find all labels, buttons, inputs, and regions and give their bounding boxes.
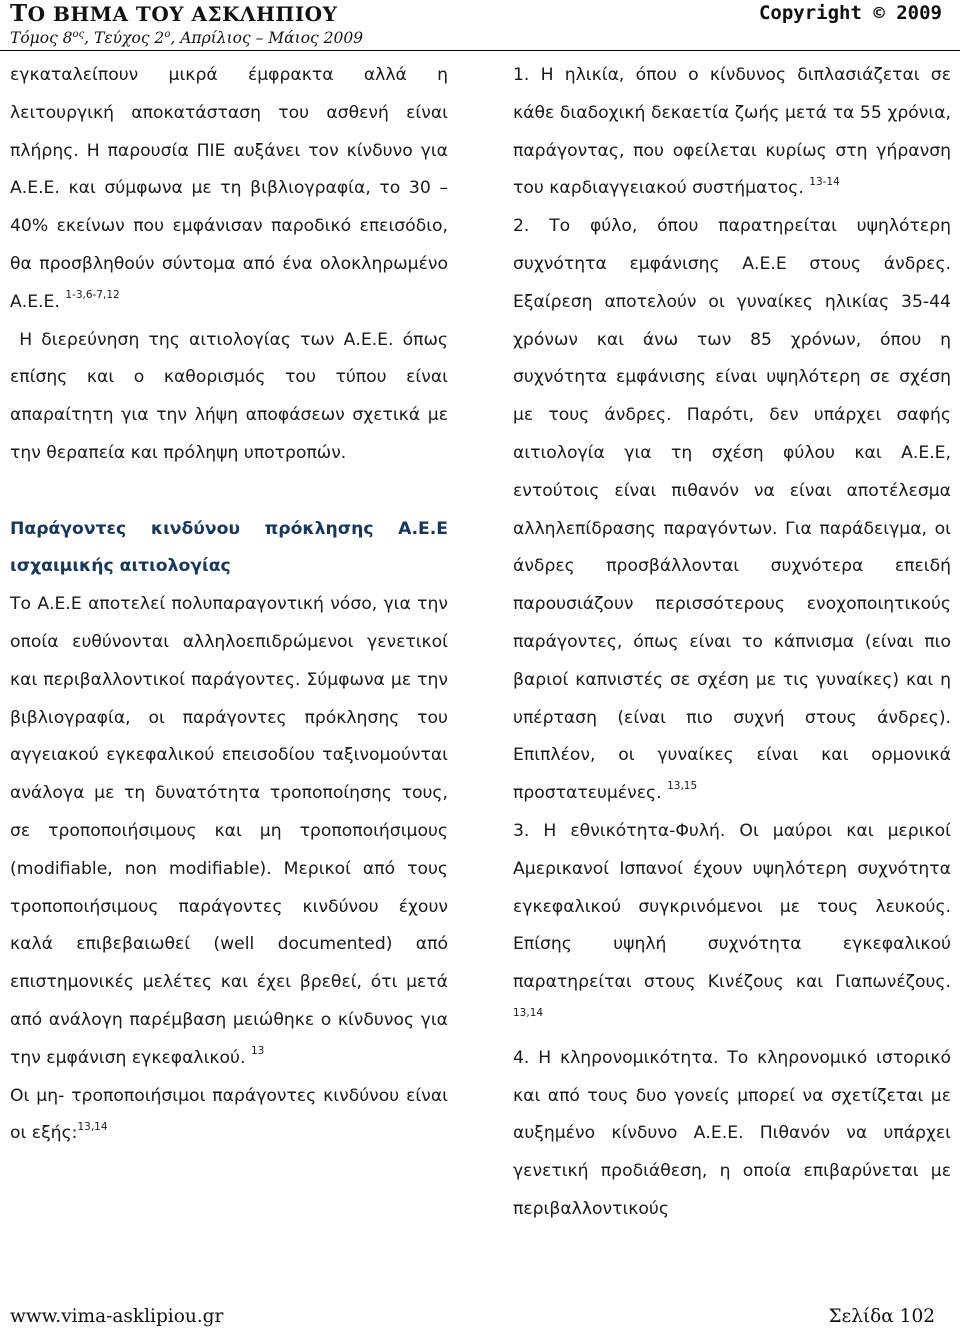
citation: 13-14	[809, 175, 840, 188]
citation: 13,14	[77, 1120, 108, 1133]
issue-info: Τόμος $8^{o\varsigma}$, Τεύχος $2^o$, Απρίλιος – Μάιος 2009	[10, 29, 364, 48]
paragraph: Οι μη- τροποποιήσιμοι παράγοντες κινδύνου είναι οι εξής:$^{13,14}$	[10, 1085, 448, 1144]
left-column	[10, 57, 448, 1153]
list-item: 4. Η κληρονομικότητα. Το κληρονομικό ιστορικό και από τους δυο γονείς μπορεί να σχετίζεται με αυξημένο κίνδυνο Α.Ε.Ε. Πιθανόν να υπάρχει γενετική προδιάθεση, η οποία επιβαρύνεται με περιβαλλοντικούς	[513, 1047, 951, 1219]
citation: 1-3,6-7,12	[65, 289, 120, 302]
right-column	[513, 57, 951, 1229]
citation: 13	[250, 1044, 265, 1057]
citation: 13,14	[513, 1007, 544, 1020]
paragraph: Η διερεύνηση της αιτιολογίας των Α.Ε.Ε. όπως επίσης και ο καθορισμός του τύπου είναι απαραίτητη για την λήψη αποφάσεων σχετικά με την θεραπεία και πρόληψη υποτροπών.	[10, 329, 448, 463]
citation: 13,15	[667, 780, 698, 793]
paragraph: Το Α.Ε.Ε αποτελεί πολυπαραγοντική νόσο, για την οποία ευθύνονται αλληλοεπιδρώμενοι γενετικοί και περιβαλλοντικοί παράγοντες. Σύμφωνα με την βιβλιογραφία, οι παράγοντες πρόκλησης του αγγειακού εγκεφαλικού επεισοδίου ταξινομούνται ανάλογα με τη δυνατότητα τροποποίησης τους, σε τροποποιήσιμους και μη τροποποιήσιμους (modifiable, non modifiable). Μερικοί από τους τροποποιήσιμους παράγοντες κινδύνου έχουν καλά επιβεβαιωθεί (well documented) από επιστημονικές μελέτες και έχει βρεθεί, ότι μετά από ανάλογη παρέμβαση μειώθηκε ο κίνδυνος για την εμφάνιση εγκεφαλικού. $^{13}$	[10, 594, 448, 1068]
page-header	[0, 0, 960, 51]
list-item: 3. Η εθνικότητα-Φυλή. Οι μαύροι και μερικοί Αμερικανοί Ισπανοί έχουν υψηλότερη συχνότητα εγκεφαλικού συγκρινόμενοι με τους λευκούς. Επίσης υψηλή συχνότητα εγκεφαλικού παρατηρείται στους Κινέζους και Γιαπωνέζους. $^{13,14}$	[513, 820, 951, 1020]
list-item: 2. Το φύλο, όπου παρατηρείται υψηλότερη συχνότητα εμφάνισης Α.Ε.Ε στους άνδρες. Εξαίρεση αποτελούν οι γυναίκες ηλικίας 35-44 χρόνων και άνω των 85 χρόνων, όπου η συχνότητα εμφάνισης είναι υψηλότερη σε σχέση με τους άνδρες. Παρότι, δεν υπάρχει σαφής αιτιολογία για τη σχέση φύλου και Α.Ε.Ε, εντούτοις είναι πιθανόν να είναι αποτέλεσμα αλληλεπίδρασης παραγόντων. Για παράδειγμα, οι άνδρες προσβάλλονται συχνότερα επειδή παρουσιάζουν περισσότερους ενοχοποιητικούς παράγοντες, όπως είναι το κάπνισμα (είναι πιο βαριοί καπνιστές σε σχέση με τις γυναίκες) και η υπέρταση (είναι πιο συχνή στους άνδρες). Επιπλέον, οι γυναίκες είναι και ορμονικά προστατευμένες. $^{13,15}$	[513, 216, 951, 804]
section-heading: Παράγοντες κινδύνου πρόκλησης Α.Ε.Ε ισχαιμικής αιτιολογίας	[10, 518, 448, 577]
paragraph: εγκαταλείπουν μικρά έμφρακτα αλλά η λειτουργική αποκατάσταση του ασθενή είναι πλήρης. Η παρουσία ΠΙΕ αυξάνει τον κίνδυνο για Α.Ε.Ε. και σύμφωνα με τη βιβλιογραφία, το 30 – 40% εκείνων που εμφάνισαν παροδικό επεισόδιο, θα προσβληθούν σύντομα από ένα ολοκληρωμένο Α.Ε.Ε. $^{1-3,6-7,12}$	[10, 65, 448, 312]
page-number: Σελίδα 102	[828, 1306, 935, 1327]
list-item: 1. Η ηλικία, όπου ο κίνδυνος διπλασιάζεται σε κάθε διαδοχική δεκαετία ζωής μετά τα 55 χρόνια, παράγοντας, που οφείλεται κυρίως στη γήρανση του καρδιαγγειακού συστήματος. $^{13-14}$	[513, 65, 951, 199]
website-link[interactable]: www.vima-asklipiou.gr	[10, 1306, 224, 1327]
copyright-notice: Copyright © 2009	[758, 2, 942, 24]
journal-title: ΤΟ ΒΗΜΑ ΤΟΥ ΑΣΚΛΗΠΙΟΥ	[10, 0, 338, 27]
